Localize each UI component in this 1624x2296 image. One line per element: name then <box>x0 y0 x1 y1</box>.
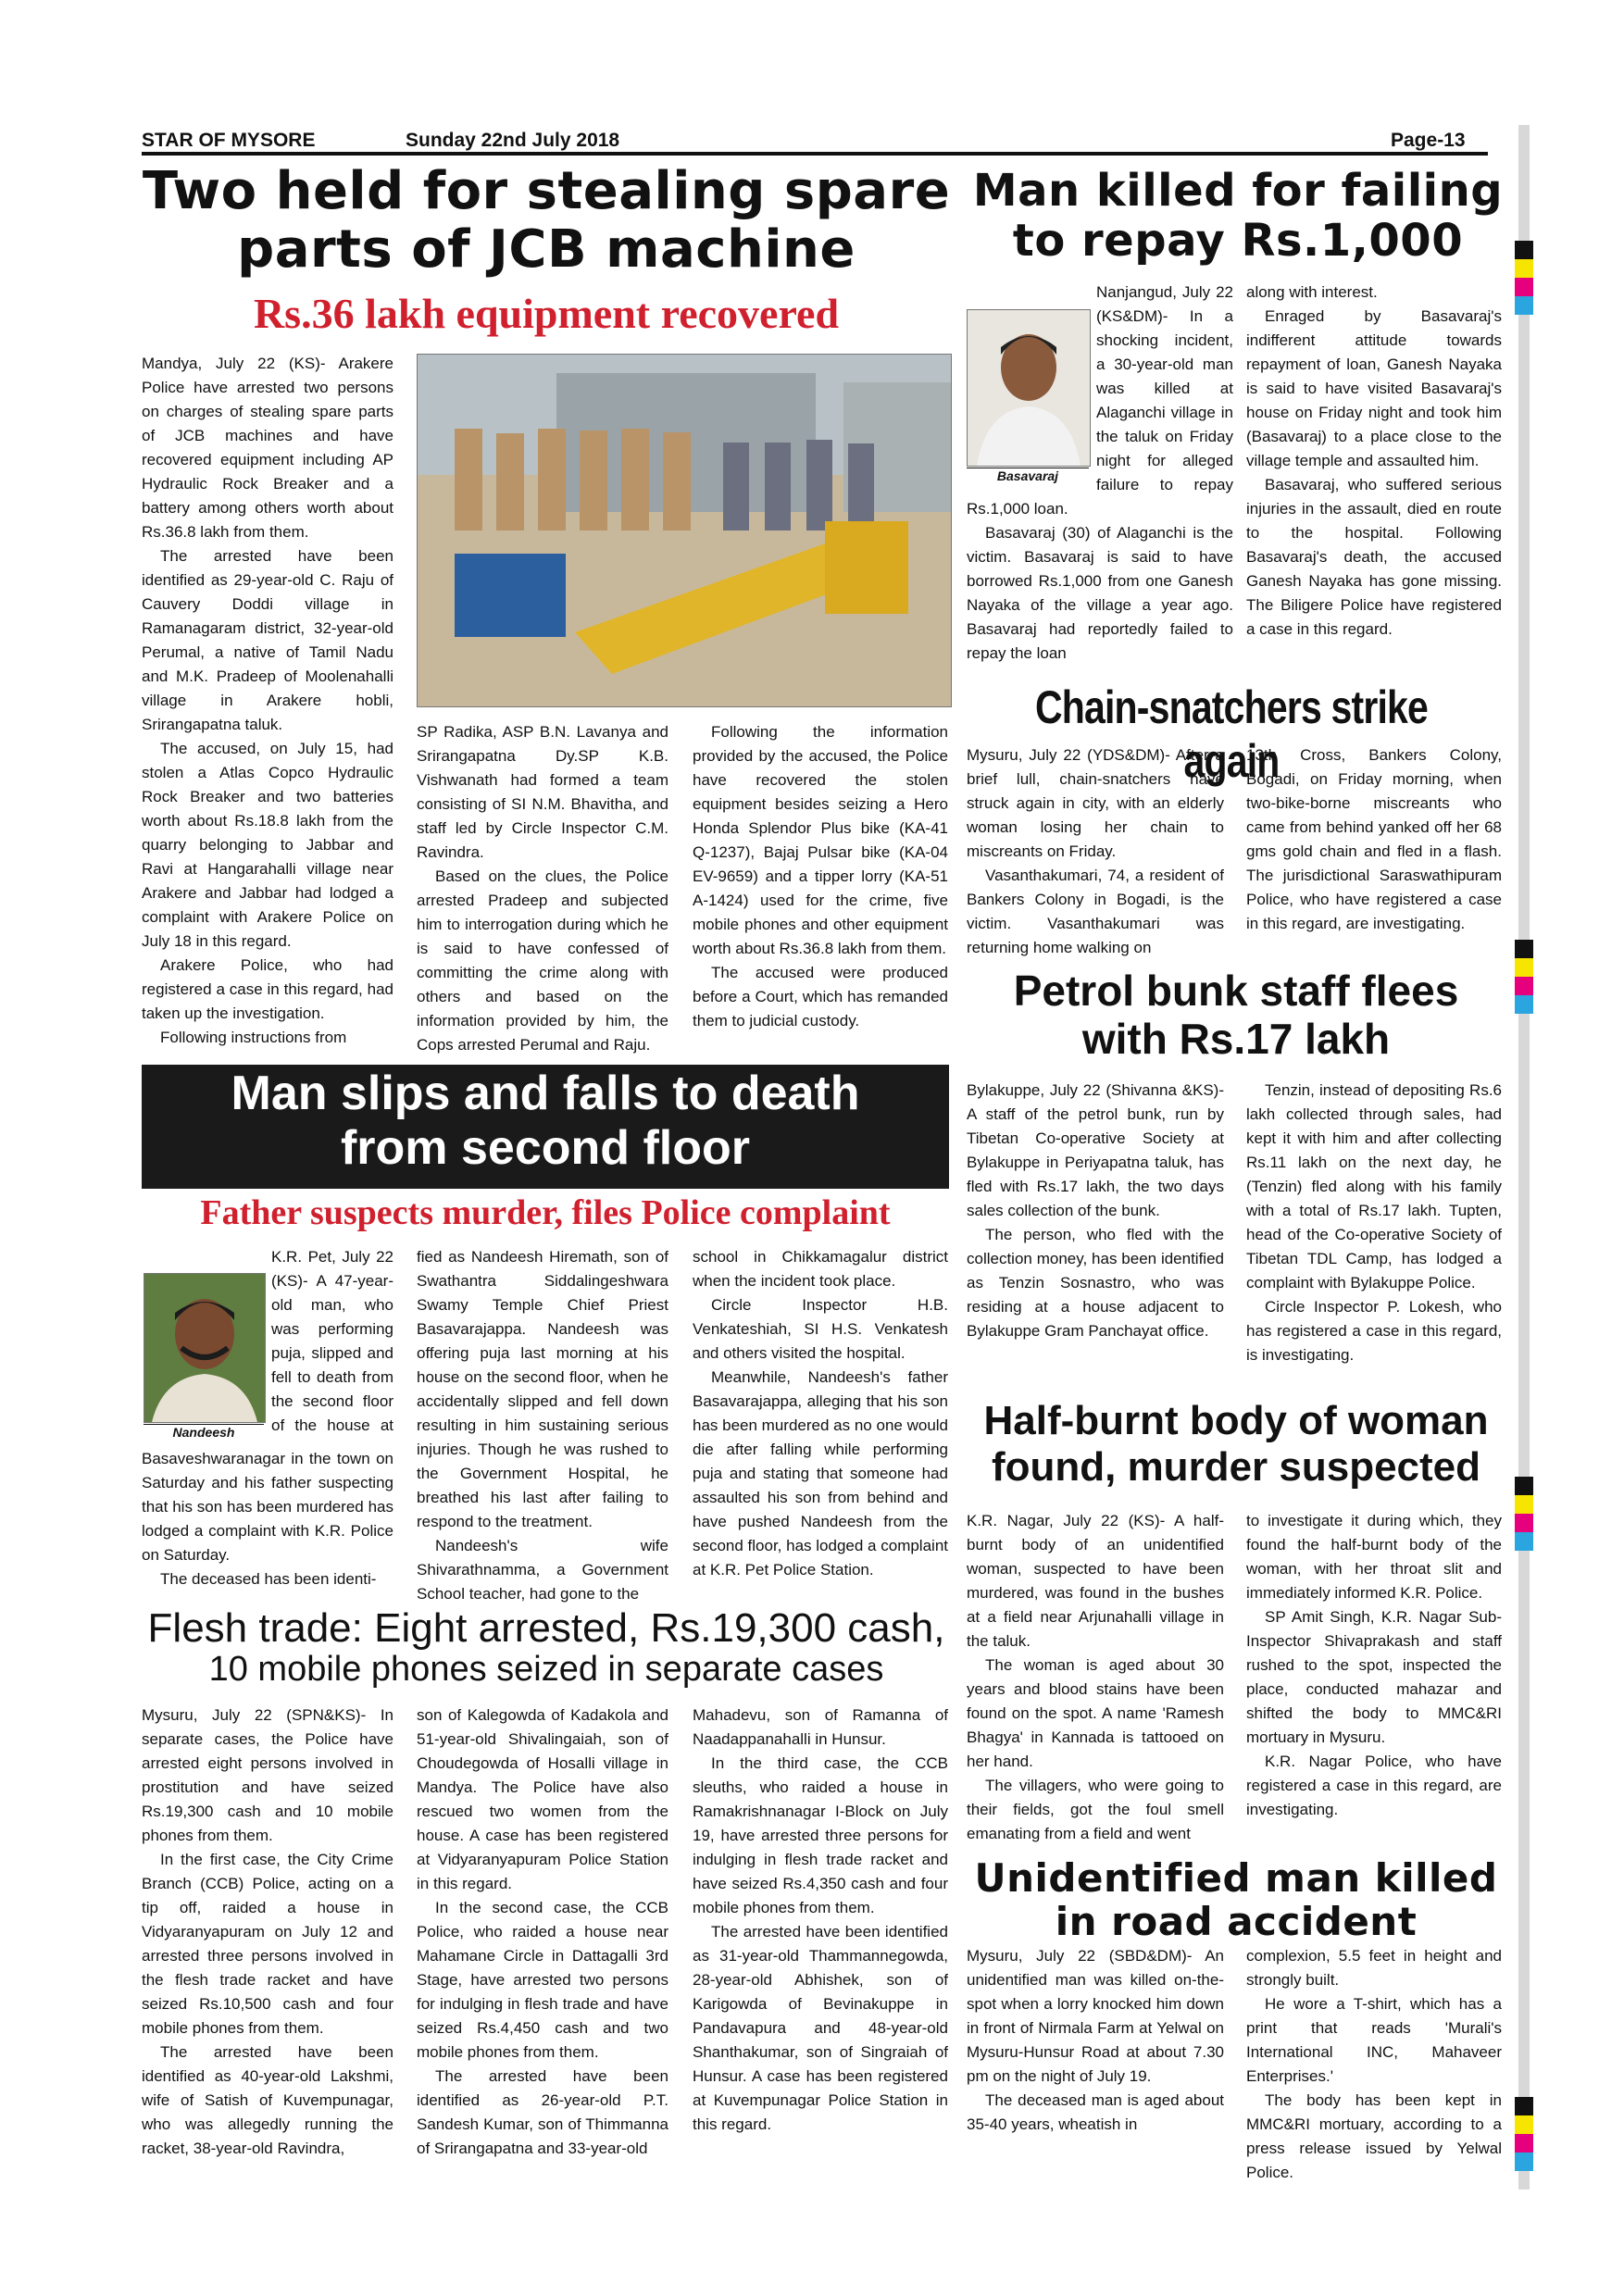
flesh-para: Mysuru, July 22 (SPN&KS)- In separate cases, the Police have arrested eight persons involved in prostitution and have seized Rs.19,300 cash and 10 mobile phones from them. <box>142 1706 394 1844</box>
petrol-para: The person, who fled with the collection money, has been identified as Tenzin Sosnastro, who was residing at a house adjacent to Bylakuppe Gram Panchayat office. <box>967 1226 1224 1340</box>
flesh-column-2 <box>417 1703 668 2161</box>
halfburnt-para: SP Amit Singh, K.R. Nagar Sub-Inspector Shivaprakash and staff rushed to the spot, inspected the place, conducted mahazar and shifted the body to MMC&RI mortuary in Mysuru. <box>1246 1608 1502 1746</box>
halfburnt-column-1 <box>967 1509 1224 1846</box>
photo-wrap-spacer <box>142 1245 271 1447</box>
chain-column-2 <box>1246 743 1502 936</box>
jcb-para: Mandya, July 22 (KS)- Arakere Police have arrested two persons on charges of stealing spare parts of JCB machines and have recovered equipment including AP Hydraulic Rock Breaker and a battery among others worth about Rs.36.8 lakh from them. <box>142 355 394 541</box>
jcb-headline <box>139 163 954 279</box>
paper-name: STAR OF MYSORE <box>142 130 316 151</box>
flesh-para: The arrested have been identified as 31-year-old Thammannegowda, 28-year-old Abhishek, son of Karigowda of Bevinakuppe in Pandavapura and 48-year-old Shanthakumar, son of Singraiah of Hunsur. A case has been registered at Kuvempunagar Police Station in this regard. <box>693 1923 948 2133</box>
flesh-para: The arrested have been identified as 40-year-old Lakshmi, wife of Satish of Kuvempunagar, who was allegedly running the racket, 38-year-old Ravindra, <box>142 2043 394 2157</box>
registration-marks-upper <box>1515 940 1533 1014</box>
flesh-para: son of Kalegowda of Kadakola and 51-year-old Shivalingaiah, son of Choudegowda of Hosalli village in Mandya. The Police have also rescued two women from the house. A case has been registered at Vidyaranyapuram Police Station in this regard. <box>417 1706 668 1892</box>
road-column-1 <box>967 1944 1224 2137</box>
road-para: The body has been kept in MMC&RI mortuary, according to a press release issued by Yelwal Police. <box>1246 2091 1502 2181</box>
halfburnt-headline <box>963 1398 1509 1491</box>
petrol-para: Tenzin, instead of depositing Rs.6 lakh collected through sales, had kept it with him and after collecting Rs.11 lakh on the next day, he (Tenzin) fled along with his family with a total of Rs.17 lakh. Tupten, head of the Co-operative Society of Tibetan TDL Camp, has lodged a complaint with Bylakuppe Police. <box>1246 1081 1502 1292</box>
chain-headline: Chain-snatchers strike again <box>1034 681 1429 787</box>
issue-date: Sunday 22nd July 2018 <box>406 130 620 151</box>
flesh-column-1 <box>142 1703 394 2161</box>
jcb-photo-illustration <box>418 355 951 706</box>
slip-headline-line1: Man slips and falls to death <box>231 1067 860 1120</box>
chain-column-1 <box>967 743 1224 960</box>
petrol-headline <box>963 967 1509 1064</box>
halfburnt-column-2 <box>1246 1509 1502 1822</box>
flesh-para: In the third case, the CCB sleuths, who raided a house in Ramakrishnanagar I-Block on July 19, have arrested three persons for indulging in flesh trade racket and have seized Rs.4,350 cash and four mobile phones from them. <box>693 1754 948 1916</box>
repay-column-1 <box>967 281 1233 666</box>
jcb-para: The arrested have been identified as 29-year-old C. Raju of Cauvery Doddi village in Ramanagaram district, 32-year-old Perumal, a native of Tamil Nadu and M.K. Pradeep of Moolenahalli village in Arakere hobli, Srirangapatna taluk. <box>142 547 394 733</box>
road-headline <box>963 1856 1509 1943</box>
flesh-para: In the second case, the CCB Police, who raided a house near Mahamane Circle in Dattagalli 3rd Stage, have arrested two persons for indulging in flesh trade and have seized Rs.4,450 cash and two mobile phones from them. <box>417 1899 668 2061</box>
slip-para: The deceased has been identi- <box>160 1570 377 1588</box>
petrol-column-2 <box>1246 1079 1502 1367</box>
jcb-column-2 <box>417 720 668 1057</box>
repay-para: Nanjangud, July 22 (KS&DM)- In a shocking incident, a 30-year-old man was killed at Alaganchi village in the taluk on Friday night for alleged failure to repay Rs.1,000 loan. <box>967 283 1233 518</box>
halfburnt-headline-line2: found, murder suspected <box>991 1444 1481 1491</box>
page-number: Page-13 <box>1391 130 1466 151</box>
repay-headline <box>967 167 1509 267</box>
petrol-column-1 <box>967 1079 1224 1343</box>
halfburnt-headline-line1: Half-burnt body of woman <box>983 1398 1489 1443</box>
flesh-headline <box>139 1606 954 1690</box>
repay-para: along with interest. <box>1246 283 1378 301</box>
flesh-para: The arrested have been identified as 26-year-old P.T. Sandesh Kumar, son of Thimmanna of Srirangapatna and 33-year-old <box>417 2067 668 2157</box>
repay-headline-line1: Man killed for failing <box>972 165 1504 217</box>
chain-para: 13th Cross, Bankers Colony, Bogadi, on Friday morning, when two-bike-borne miscreants who came from behind yanked off her 68 gms gold chain and fled in a flash. The jurisdictional Saraswathipuram Police, who have registered a case in this regard, are investigating. <box>1246 746 1502 932</box>
road-para: complexion, 5.5 feet in height and strongly built. <box>1246 1947 1502 1989</box>
halfburnt-para: K.R. Nagar, July 22 (KS)- A half-burnt body of an unidentified woman, suspected to have been murdered, was found in the bushes at a field near Arjunahalli village in the taluk. <box>967 1512 1224 1650</box>
jcb-para: Arakere Police, who had registered a case in this regard, had taken up the investigation. <box>142 956 394 1022</box>
road-headline-line2: in road accident <box>1055 1899 1418 1945</box>
slip-para: Circle Inspector H.B. Venkateshiah, SI H.S. Venkatesh and others visited the hospital. <box>693 1296 948 1362</box>
road-para: Mysuru, July 22 (SBD&DM)- An unidentified man was killed on-the-spot when a lorry knocked him down in front of Nirmala Farm at Yelwal on Mysuru-Hunsur Road at about 7.30 pm on the night of July 19. <box>967 1947 1224 2085</box>
basavaraj-caption: Basavaraj <box>967 468 1089 483</box>
petrol-para: Circle Inspector P. Lokesh, who has registered a case in this regard, is investigating. <box>1246 1298 1502 1364</box>
jcb-column-1 <box>142 352 394 1050</box>
jcb-column-3 <box>693 720 948 1033</box>
jcb-para: The accused were produced before a Court, which has remanded them to judicial custody. <box>693 964 948 1029</box>
flesh-headline-line1: Flesh trade: Eight arrested, Rs.19,300 cash, <box>147 1605 945 1651</box>
jcb-para: Based on the clues, the Police arrested Pradeep and subjected him to interrogation during which he is said to have confessed of committing the crime along with others and based on the information provided by him, the Cops arrested Perumal and Raju. <box>417 867 668 1054</box>
petrol-headline-line2: with Rs.17 lakh <box>1081 1015 1391 1064</box>
petrol-headline-line1: Petrol bunk staff flees <box>1013 967 1459 1015</box>
nandeesh-caption: Nandeesh <box>144 1424 264 1440</box>
jcb-photo <box>417 354 952 707</box>
margin-strip <box>1518 125 1530 2190</box>
halfburnt-para: K.R. Nagar Police, who have registered a case in this regard, are investigating. <box>1246 1753 1502 1818</box>
jcb-para: SP Radika, ASP B.N. Lavanya and Srirangapatna Dy.SP K.B. Vishwanath had formed a team consisting of SI N.M. Bhavitha, and staff led by Circle Inspector C.M. Ravindra. <box>417 723 668 861</box>
chain-para: Mysuru, July 22 (YDS&DM)- After a brief lull, chain-snatchers have struck again in city, with an elderly woman losing her chain to miscreants on Friday. <box>967 746 1224 860</box>
jcb-para: Following the information provided by the accused, the Police have recovered the stolen equipment besides seizing a Hero Honda Splendor Plus bike (KA-41 Q-1237), Bajaj Pulsar bike (KA-04 EV-9659) and a tipper lorry (KA-51 A-1424) used for the crime, five mobile phones and other equipment worth about Rs.36.8 lakh from them. <box>693 723 948 957</box>
road-para: The deceased man is aged about 35-40 years, wheatish in <box>967 2091 1224 2133</box>
halfburnt-para: to investigate it during which, they found the half-burnt body of the woman, with her throat slit and immediately informed K.R. Police. <box>1246 1512 1502 1602</box>
road-headline-line1: Unidentified man killed <box>974 1855 1498 1901</box>
flesh-para: Mahadevu, son of Ramanna of Naadappanahalli in Hunsur. <box>693 1706 948 1748</box>
repay-headline-line2: to repay Rs.1,000 <box>1012 214 1464 267</box>
halfburnt-para: The villagers, who were going to their fields, got the foul smell emanating from a field and went <box>967 1777 1224 1842</box>
jcb-headline-line2: parts of JCB machine <box>237 218 856 280</box>
repay-para: Basavaraj, who suffered serious injuries in the assault, died en route to the hospital. Following Basavaraj's death, the accused Ganesh Nayaka has gone missing. The Biligere Police have registered a case in this regard. <box>1246 476 1502 638</box>
road-para: He wore a T-shirt, which has a print that reads 'Murali's International INC, Mahaveer Enterprises.' <box>1246 1995 1502 2085</box>
header-rule <box>142 152 1488 156</box>
repay-para: Enraged by Basavaraj's indifferent attitude towards repayment of loan, Ganesh Nayaka is said to have visited Basavaraj's house on Friday night and took him (Basavaraj) to a place close to the village temple and assaulted him. <box>1246 307 1502 469</box>
petrol-para: Bylakuppe, July 22 (Shivanna &KS)- A staff of the petrol bunk, run by Tibetan Co-operative Society at Bylakuppe in Periyapatna taluk, has fled with Rs.17 lakh, the two days sales collection of the bunk. <box>967 1081 1224 1219</box>
slip-para: school in Chikkamagalur district when the incident took place. <box>693 1248 948 1290</box>
chain-para: Vasanthakumari, 74, a resident of Bankers Colony in Bogadi, is the victim. Vasanthakumari was returning home walking on <box>967 867 1224 956</box>
slip-column-1 <box>142 1245 394 1591</box>
flesh-para: In the first case, the City Crime Branch (CCB) Police, acting on a tip off, raided a house in Vidyaranyapuram on July 12 and arrested three persons involved in the flesh trade racket and have seized Rs.10,500 cash and four mobile phones from them. <box>142 1851 394 2037</box>
slip-para: fied as Nandeesh Hiremath, son of Swathantra Siddalingeshwara Swamy Temple Chief Priest Basavarajappa. Nandeesh was offering puja last morning at his house on the second floor, when he accidentally slipped and fell down resulting in him sustaining serious injuries. Though he was rushed to the Government Hospital, he breathed his last after failing to respond to the treatment. <box>417 1248 668 1530</box>
slip-kicker: Father suspects murder, files Police complaint <box>200 1193 891 1232</box>
slip-para: Meanwhile, Nandeesh's father Basavarajappa, alleging that his son has been murdered as no one would die after falling while performing puja and stating that someone had assaulted his son from behind and have pushed Nandeesh from the second floor, has lodged a complaint at K.R. Pet Police Station. <box>693 1368 948 1578</box>
road-column-2 <box>1246 1944 1502 2185</box>
slip-headline <box>142 1065 949 1189</box>
halfburnt-para: The woman is aged about 30 years and blood stains have been found on the spot. A name 'Ramesh Bhagya' in Kannada is tattooed on her hand. <box>967 1656 1224 1770</box>
slip-column-2 <box>417 1245 668 1606</box>
slip-para: K.R. Pet, July 22 (KS)- A 47-year-old man, who was performing puja, slipped and fell to death from the second floor of the house at Basaveshwaranagar in the town on Saturday and his father suspecting that his son has been murdered has lodged a complaint with K.R. Police on Saturday. <box>142 1248 394 1564</box>
registration-marks-bottom <box>1515 2097 1533 2171</box>
registration-marks-top <box>1515 241 1533 315</box>
flesh-column-3 <box>693 1703 948 2137</box>
jcb-para: The accused, on July 15, had stolen a Atlas Copco Hydraulic Rock Breaker and two batteries worth about Rs.18.8 lakh from the quarry belonging to Jabbar and Ravi at Hangarahalli village near Arakere and Jabbar had lodged a complaint with Arakere Police on July 18 in this regard. <box>142 740 394 950</box>
flesh-headline-line2: 10 mobile phones seized in separate cases <box>208 1650 884 1690</box>
slip-column-3 <box>693 1245 948 1582</box>
repay-para: Basavaraj (30) of Alaganchi is the victim. Basavaraj is said to have borrowed Rs.1,000 from one Ganesh Nayaka of the village a year ago. Basavaraj had reportedly failed to repay the loan <box>967 524 1233 662</box>
slip-para: Nandeesh's wife Shivarathnamma, a Government School teacher, had gone to the <box>417 1537 668 1603</box>
repay-column-2 <box>1246 281 1502 642</box>
registration-marks-lower <box>1515 1477 1533 1551</box>
slip-headline-line2: from second floor <box>340 1121 751 1176</box>
jcb-headline-line1: Two held for stealing spare <box>142 161 951 221</box>
jcb-para: Following instructions from <box>160 1029 347 1046</box>
photo-wrap-spacer <box>967 281 1096 489</box>
jcb-kicker: Rs.36 lakh equipment recovered <box>253 290 840 337</box>
